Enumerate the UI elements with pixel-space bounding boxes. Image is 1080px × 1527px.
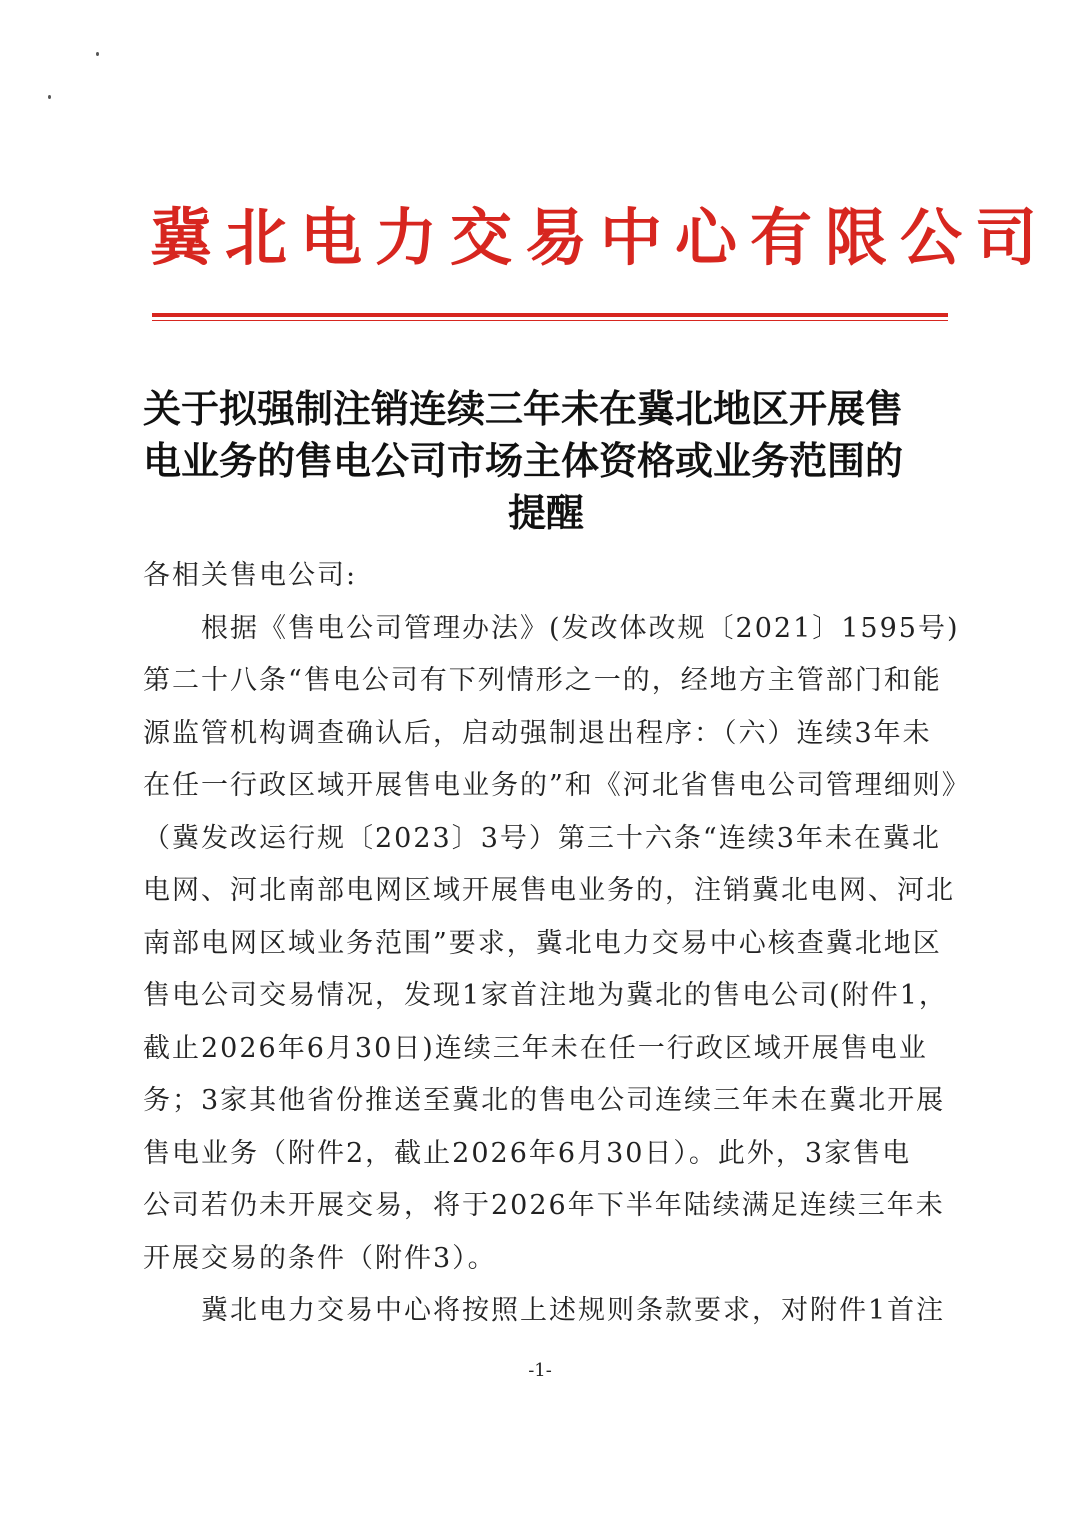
letterhead-rule-thick bbox=[152, 313, 948, 317]
body-line: 电网、河北南部电网区域开展售电业务的，注销冀北电网、河北 bbox=[143, 875, 955, 906]
page-number: -1- bbox=[528, 1360, 552, 1381]
document-title bbox=[143, 383, 949, 539]
body-line: 在任一行政区域开展售电业务的”和《河北省售电公司管理细则》 bbox=[143, 770, 971, 801]
letterhead-rule-thin bbox=[152, 320, 948, 321]
body-line: 南部电网区域业务范围”要求，冀北电力交易中心核查冀北地区 bbox=[143, 927, 942, 959]
letterhead-org-name: 冀北电力交易中心有限公司 bbox=[150, 201, 1051, 274]
title-line: 关于拟强制注销连续三年未在冀北地区开展售 bbox=[143, 387, 904, 431]
body-line: 公司若仍未开展交易，将于2026年下半年陆续满足连续三年未 bbox=[143, 1190, 945, 1221]
body-line: 售电业务（附件2，截止2026年6月30日）。此外，3家售电 bbox=[143, 1137, 912, 1169]
body-line: 根据《售电公司管理办法》(发改体改规〔2021〕1595号) bbox=[143, 612, 960, 644]
body-line: （冀发改运行规〔2023〕3号）第三十六条“连续3年未在冀北 bbox=[143, 822, 941, 854]
scan-speck bbox=[48, 95, 51, 99]
body-line: 截止2026年6月30日)连续三年未在任一行政区域开展售电业 bbox=[143, 1032, 928, 1064]
document-body bbox=[143, 550, 971, 1338]
salutation: 各相关售电公司: bbox=[143, 560, 358, 591]
body-line: 第二十八条“售电公司有下列情形之一的，经地方主管部门和能 bbox=[143, 665, 942, 696]
body-line: 售电公司交易情况，发现1家首注地为冀北的售电公司(附件1， bbox=[143, 980, 948, 1011]
body-line: 源监管机构调查确认后，启动强制退出程序：（六）连续3年未 bbox=[143, 717, 932, 749]
body-line: 开展交易的条件（附件3）。 bbox=[143, 1242, 497, 1274]
title-line: 提醒 bbox=[507, 491, 584, 535]
body-line: 冀北电力交易中心将按照上述规则条款要求，对附件1首注 bbox=[143, 1295, 946, 1326]
scan-speck bbox=[96, 52, 99, 56]
body-line: 务；3家其他省份推送至冀北的售电公司连续三年未在冀北开展 bbox=[143, 1085, 946, 1116]
title-line: 电业务的售电公司市场主体资格或业务范围的 bbox=[143, 439, 904, 483]
